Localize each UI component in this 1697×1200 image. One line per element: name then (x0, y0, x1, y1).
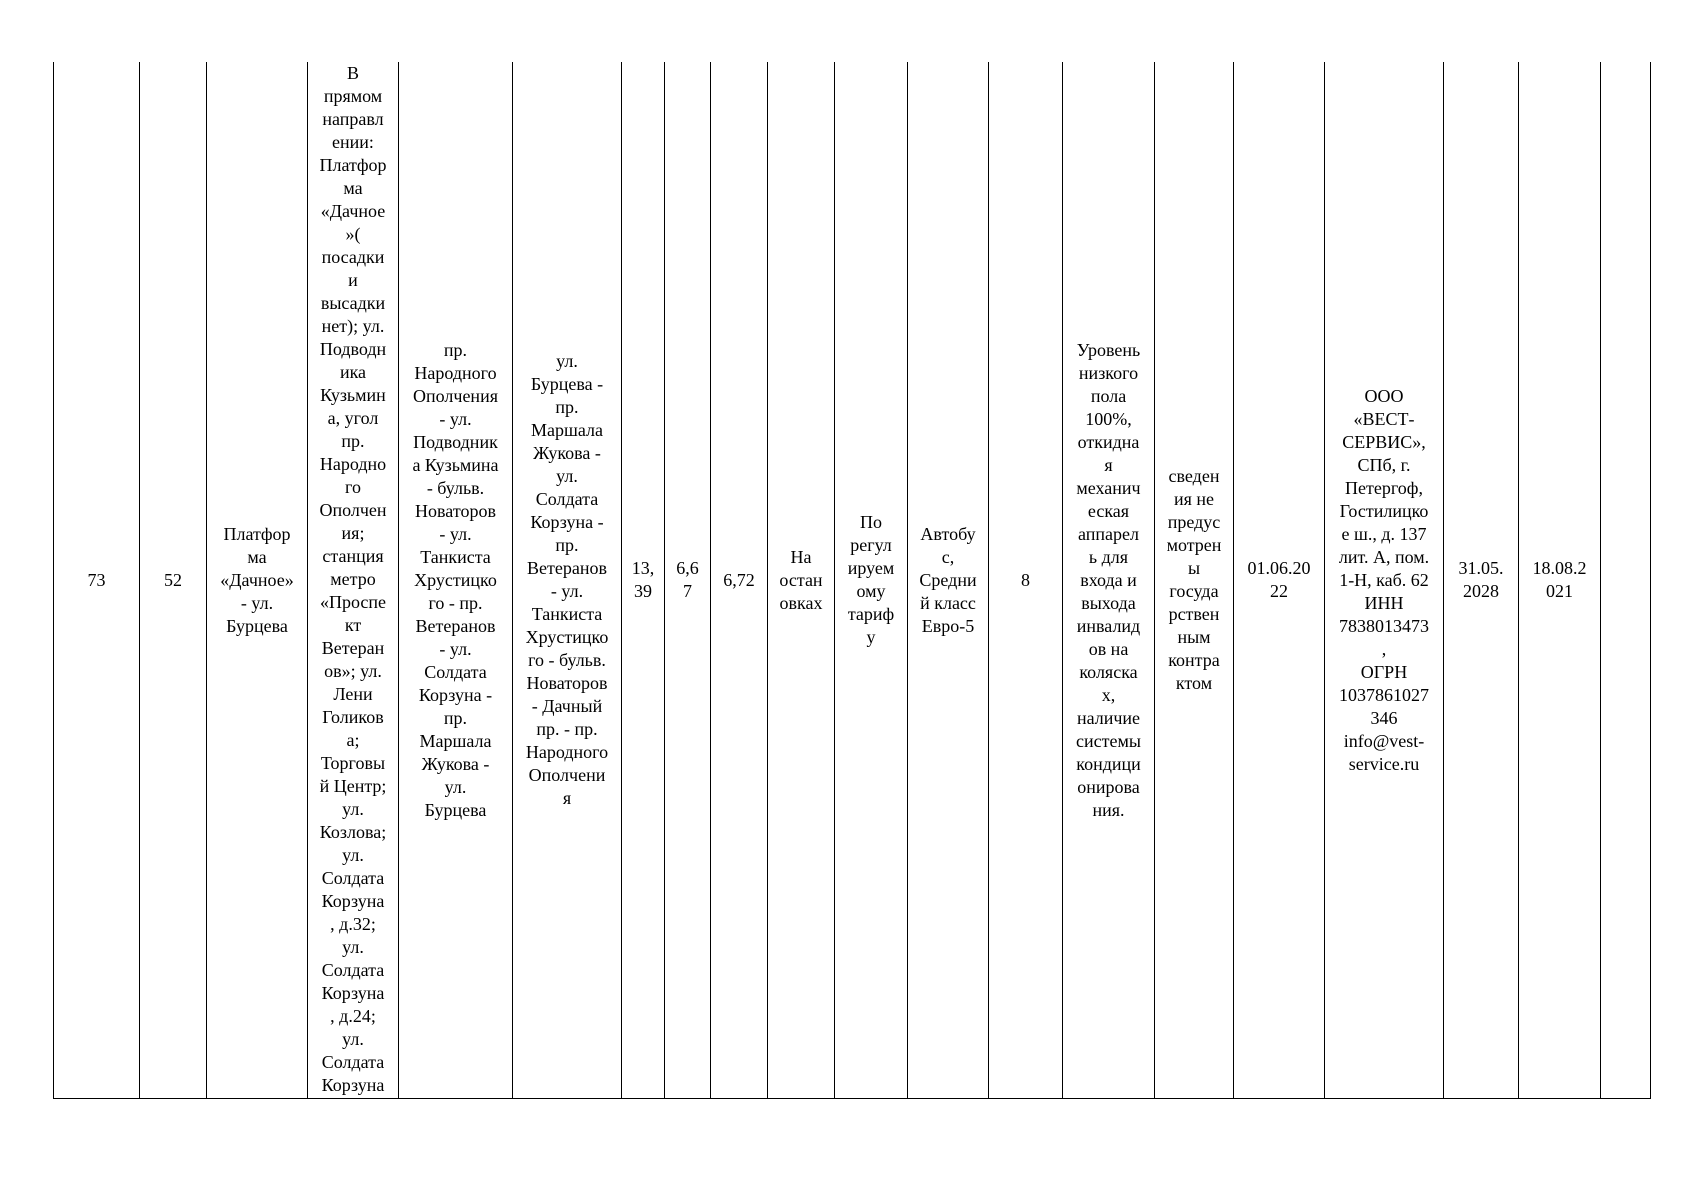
route-registry-table (53, 62, 1651, 1099)
vehicle-characteristics-cell: Уровень низкого пола 100%, откидна я механич еская аппарел ь для входа и выхода инвалид ов на коляска х, наличие системы кондици онирова ния. (1063, 62, 1155, 1099)
vehicle-type-cell: Автобу с, Средни й класс Евро-5 (908, 62, 989, 1099)
boarding-procedure-cell: На остан овках (768, 62, 835, 1099)
contract-cell: сведен ия не предус мотрен ы госуда рствен ным контра ктом (1155, 62, 1234, 1099)
streets-reverse-cell: ул. Бурцева - пр. Маршала Жукова - ул. Солдата Корзуна - пр. Ветеранов - ул. Танкиста Хрустицко го - бульв. Новаторов - Дачный пр. - пр. Народного Ополчени я (513, 62, 622, 1099)
route-number-cell: 52 (140, 62, 207, 1099)
table-row (54, 62, 1651, 1099)
vehicle-count-cell: 8 (989, 62, 1063, 1099)
stops-cell: В прямом направл ении: Платфор ма «Дачное »( посадки и высадки нет); ул. Подводн ика Кузьмин а, угол пр. Народно го Ополчен ия; станция метро «Проспе кт Ветеран ов»; ул. Лени Голиков а; Торговы й Центр; ул. Козлова; ул. Солдата Корзуна , д.32; ул. Солдата Корзуна , д.24; ул. Солдата Корзуна (308, 62, 399, 1099)
carrier-cell: ООО «ВЕСТ- СЕРВИС», СПб, г. Петергоф, Гостилицко е ш., д. 137 лит. А, пом. 1-Н, каб. 62 ИНН 7838013473 , ОГРН 1037861027 346 info@vest- service.ru (1325, 62, 1444, 1099)
start-date-cell: 01.06.20 22 (1234, 62, 1325, 1099)
registration-number-cell: 73 (54, 62, 140, 1099)
length-reverse-cell: 6,72 (711, 62, 768, 1099)
route-name-cell: Платфор ма «Дачное» - ул. Бурцева (207, 62, 308, 1099)
streets-forward-cell: пр. Народного Ополчения - ул. Подводник а Кузьмина - бульв. Новаторов - ул. Танкиста Хрустицко го - пр. Ветеранов - ул. Солдата Корзуна - пр. Маршала Жукова - ул. Бурцева (399, 62, 513, 1099)
length-forward-cell: 6,6 7 (665, 62, 711, 1099)
change-date-cell: 18.08.2 021 (1519, 62, 1601, 1099)
length-total-cell: 13, 39 (622, 62, 665, 1099)
end-date-cell: 31.05. 2028 (1444, 62, 1519, 1099)
notes-cell (1601, 62, 1651, 1099)
tariff-cell: По регул ируем ому тариф у (835, 62, 908, 1099)
